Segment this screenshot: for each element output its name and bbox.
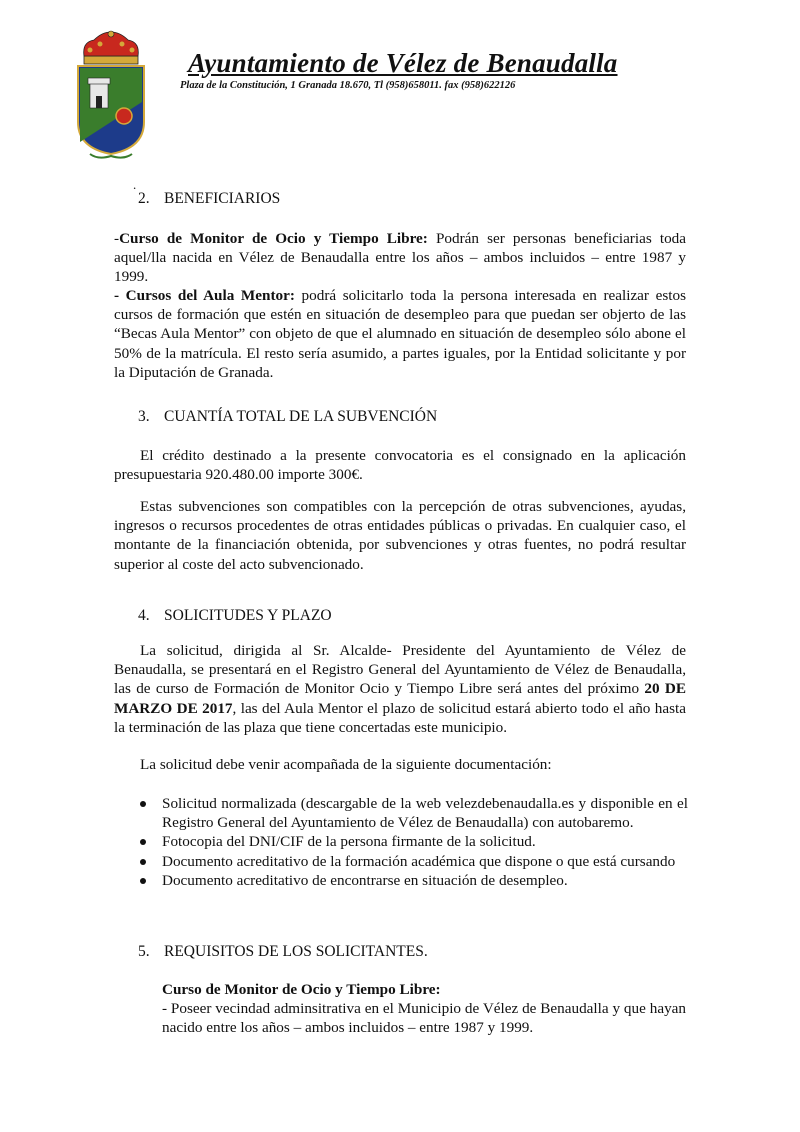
- paragraph-documentacion: La solicitud debe venir acompañada de la siguiente documentación:: [140, 756, 552, 773]
- section-2-heading: [138, 190, 280, 208]
- list-item-text: Solicitud normalizada (descargable de la web velezdebenaudalla.es y disponible en el Registro General del Ayuntamiento de Vélez de Benaudalla) con autobaremo.: [162, 795, 688, 832]
- section-number: 5.: [138, 943, 150, 960]
- section-title: SOLICITUDES Y PLAZO: [164, 607, 332, 624]
- bold-label: Curso de Monitor de Ocio y Tiempo Libre:: [119, 230, 428, 247]
- paragraph-beneficiarios-mentor: [114, 286, 686, 382]
- bullet-icon: [140, 878, 146, 884]
- section-number: 4.: [138, 607, 150, 624]
- documentation-list: [140, 794, 688, 890]
- section-number: 3.: [138, 408, 150, 425]
- paragraph-beneficiarios-ocio: [114, 229, 686, 287]
- paragraph-credito: El crédito destinado a la presente convocatoria es el consignado en la aplicación presupuestaria 920.480.00 importe 300€.: [114, 447, 686, 484]
- coat-of-arms-logo: [72, 30, 150, 162]
- section-5-heading: [138, 943, 428, 961]
- dash: -: [114, 230, 120, 247]
- paragraph-text: , las del Aula Mentor el plazo de solicitud estará abierto todo el año hasta la terminación de las plaza que tiene concertadas este municipio.: [114, 699, 686, 736]
- bold-label: - Cursos del Aula Mentor:: [114, 287, 295, 304]
- section-title: REQUISITOS DE LOS SOLICITANTES.: [164, 943, 428, 960]
- bullet-icon: [140, 859, 146, 865]
- paragraph-text: Podrán ser personas beneficiarias toda aquel/lla nacida en Vélez de Benaudalla entre los años – ambos incluidos – entre 1987 y 1999.: [114, 230, 686, 286]
- paragraph-requisitos: - Poseer vecindad adminsitrativa en el Municipio de Vélez de Benaudalla y que hayan nacido entre los años – ambos incluidos – entre 1987 y 1999.: [162, 1000, 686, 1037]
- section-title: BENEFICIARIOS: [164, 190, 281, 207]
- section-title: CUANTÍA TOTAL DE LA SUBVENCIÓN: [164, 408, 438, 425]
- header-address: Plaza de la Constitución, 1 Granada 18.670, Tl (958)658011. fax (958)622126: [180, 80, 516, 91]
- section-3-heading: [138, 408, 437, 426]
- bullet-icon: [140, 801, 146, 807]
- list-item: [140, 871, 688, 890]
- list-item: [140, 852, 688, 871]
- list-item: [140, 832, 688, 851]
- list-item-text: Documento acreditativo de la formación académica que dispone o que está cursando: [162, 852, 676, 870]
- header-title: Ayuntamiento de Vélez de Benaudalla: [188, 48, 618, 78]
- paragraph-solicitud: [114, 641, 686, 737]
- list-item: [140, 794, 688, 832]
- paragraph-compatibilidad: Estas subvenciones son compatibles con la percepción de otras subvenciones, ayudas, ingresos o recursos procedentes de otras entidades públicas o privadas. En cualquier caso, el montante de la financiación obtenida, por subvenciones y otras fuentes, no podrá resultar superior al coste del acto subvencionado.: [114, 498, 686, 573]
- section-number: 2.: [138, 190, 150, 207]
- paragraph-text: La solicitud, dirigida al Sr. Alcalde- Presidente del Ayuntamiento de Vélez de Benaudalla, se presentará en el Registro General del Ayuntamiento de Vélez de Benaudalla, las de curso de Formación de Monitor Ocio y Tiempo Libre será antes del próximo: [114, 642, 686, 698]
- stray-dot: .: [133, 177, 137, 192]
- deadline-date: 20 DE MARZO DE 2017: [114, 680, 686, 717]
- bullet-icon: [140, 839, 146, 845]
- paragraph-text: podrá solicitarlo toda la persona interesada en realizar estos cursos de formación que estén en situación de desempleo para que puedan ser objerto de las “Becas Aula Mentor” con objeto de que el alumnado en situación de desempleo sólo abone el 50% de la matrícula. El resto sería asumido, a partes iguales, por la Entidad solicitante y por la Diputación de Granada.: [114, 287, 686, 381]
- section-4-heading: [138, 607, 332, 625]
- list-item-text: Documento acreditativo de encontrarse en situación de desempleo.: [162, 871, 568, 889]
- list-item-text: Fotocopia del DNI/CIF de la persona firmante de la solicitud.: [162, 833, 536, 851]
- subheading-monitor-ocio: Curso de Monitor de Ocio y Tiempo Libre:: [162, 981, 441, 998]
